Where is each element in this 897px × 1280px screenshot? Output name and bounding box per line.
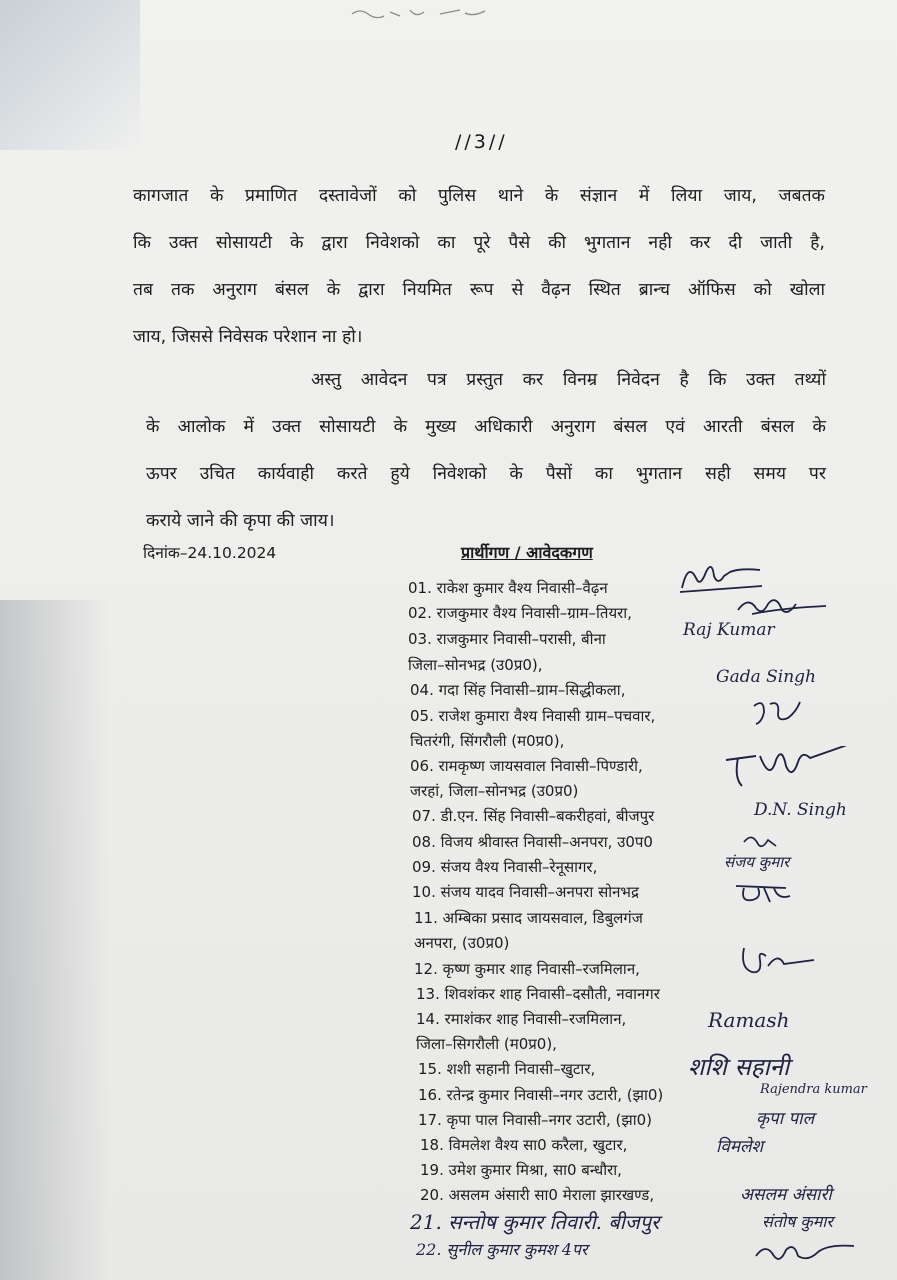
signature-10 [730, 878, 800, 906]
paragraph-line: ऊपर उचित कार्यवाही करते हुये निवेशको के पैसों का भुगतान सही समय पर [146, 464, 826, 484]
applicant-line: 04. गदा सिंह निवासी–ग्राम–सिद्धीकला, [410, 681, 626, 699]
page-number: //3// [455, 131, 508, 153]
applicant-line: 03. राजकुमार निवासी–परासी, बीना [408, 630, 606, 648]
applicant-line: 19. उमेश कुमार मिश्रा, सा0 बन्धौरा, [420, 1161, 622, 1179]
applicant-line: 13. शिवशंकर शाह निवासी–दसौती, नवानगर [416, 985, 660, 1003]
paragraph-line: के आलोक में उक्त सोसायटी के मुख्य अधिकारी अनुराग बंसल एवं आरती बंसल के [146, 417, 826, 437]
signature-7: D.N. Singh [754, 800, 847, 820]
paragraph-1 [133, 173, 825, 361]
applicant-line: 20. असलम अंसारी सा0 मेराला झारखण्ड, [420, 1186, 655, 1204]
signature-13: शशि सहानी [688, 1053, 790, 1081]
paragraph-line: कराये जाने की कृपा की जाय। [146, 511, 335, 531]
signature-17: असलम अंसारी [740, 1185, 832, 1205]
signature-4: Gada Singh [716, 667, 816, 687]
applicant-line: जिला–सोनभद्र (उ0प्र0), [408, 656, 543, 674]
handwritten-line: 22. सुनील कुमार कुमश 4पर [416, 1240, 588, 1259]
paragraph-line: कि उक्त सोसायटी के द्वारा निवेशको का पूरे पैसे की भुगतान नही कर दी जाती है, [133, 233, 825, 253]
applicant-line: 15. शशी सहानी निवासी–खुटार, [418, 1060, 596, 1078]
applicant-line: 10. संजय यादव निवासी–अनपरा सोनभद्र [412, 883, 639, 901]
applicant-line: 08. विजय श्रीवास्त निवासी–अनपरा, उ0प0 [412, 833, 653, 851]
applicant-line: 09. संजय वैश्य निवासी–रेनूसागर, [412, 858, 598, 876]
paragraph-2 [146, 357, 826, 545]
signature-19 [750, 1238, 860, 1268]
top-edge-marks [350, 4, 490, 22]
applicant-line: जरहां, जिला–सोनभद्र (उ0प्र0) [410, 782, 579, 800]
applicant-line: 07. डी.एन. सिंह निवासी–बकरीहवां, बीजपुर [412, 807, 655, 825]
signature-3: Raj Kumar [683, 620, 775, 640]
signature-5 [748, 696, 808, 730]
signature-8 [740, 830, 780, 850]
applicant-line: जिला–सिगरौली (म0प्र0), [416, 1035, 557, 1053]
paragraph-line: तब तक अनुराग बंसल के द्वारा नियमित रूप से वैढ़न स्थित ब्रान्च ऑफिस को खोला [133, 280, 825, 300]
signature-11 [738, 942, 818, 978]
applicant-line: 12. कृष्ण कुमार शाह निवासी–रजमिलान, [414, 960, 640, 978]
signature-18: संतोष कुमार [762, 1212, 833, 1231]
signature-1 [678, 560, 768, 596]
applicant-line: 14. रमाशंकर शाह निवासी–रजमिलान, [416, 1010, 627, 1028]
signature-14: Rajendra kumar [760, 1082, 867, 1097]
date: दिनांक–24.10.2024 [143, 544, 277, 562]
applicant-line: 02. राजकुमार वैश्य निवासी–ग्राम–तियरा, [408, 604, 632, 622]
applicant-line: 06. रामकृष्ण जायसवाल निवासी–पिण्डारी, [410, 757, 643, 775]
applicant-line: 18. विमलेश वैश्य सा0 करैला, खुटार, [420, 1136, 628, 1154]
signature-16: विमलेश [716, 1137, 764, 1157]
signature-2 [732, 592, 832, 622]
signature-12: Ramash [708, 1008, 790, 1032]
applicants-heading: प्रार्थीगण / आवेदकगण [461, 543, 593, 562]
page-corner-fold [0, 0, 140, 150]
paragraph-line: अस्तु आवेदन पत्र प्रस्तुत कर विनम्र निवेदन है कि उक्त तथ्यों [311, 370, 826, 390]
applicant-line: चितरंगी, सिंगरौली (म0प्र0), [410, 732, 565, 750]
applicant-line: अनपरा, (उ0प्र0) [414, 934, 510, 952]
signature-15: कृपा पाल [756, 1109, 815, 1129]
applicant-line: 16. रतेन्द्र कुमार निवासी–नगर उटारी, (झा0) [418, 1086, 664, 1104]
paragraph-line: जाय, जिससे निवेसक परेशान ना हो। [133, 327, 363, 347]
applicant-line: 01. राकेश कुमार वैश्य निवासी–वैढ़न [408, 579, 608, 597]
applicant-line: 11. अम्बिका प्रसाद जायसवाल, डिबुलगंज [414, 909, 643, 927]
shadow-overlay [0, 600, 110, 1280]
applicant-line: 17. कृपा पाल निवासी–नगर उटारी, (झा0) [418, 1111, 652, 1129]
signature-9: संजय कुमार [724, 853, 790, 871]
handwritten-line: 21. सन्तोष कुमार तिवारी. बीजपुर [410, 1210, 660, 1234]
applicant-line: 05. राजेश कुमारा वैश्य निवासी ग्राम–पचवार, [410, 707, 656, 725]
paragraph-line: कागजात के प्रमाणित दस्तावेजों को पुलिस थाने के संज्ञान में लिया जाय, जबतक [133, 186, 825, 206]
signature-6 [720, 746, 850, 792]
